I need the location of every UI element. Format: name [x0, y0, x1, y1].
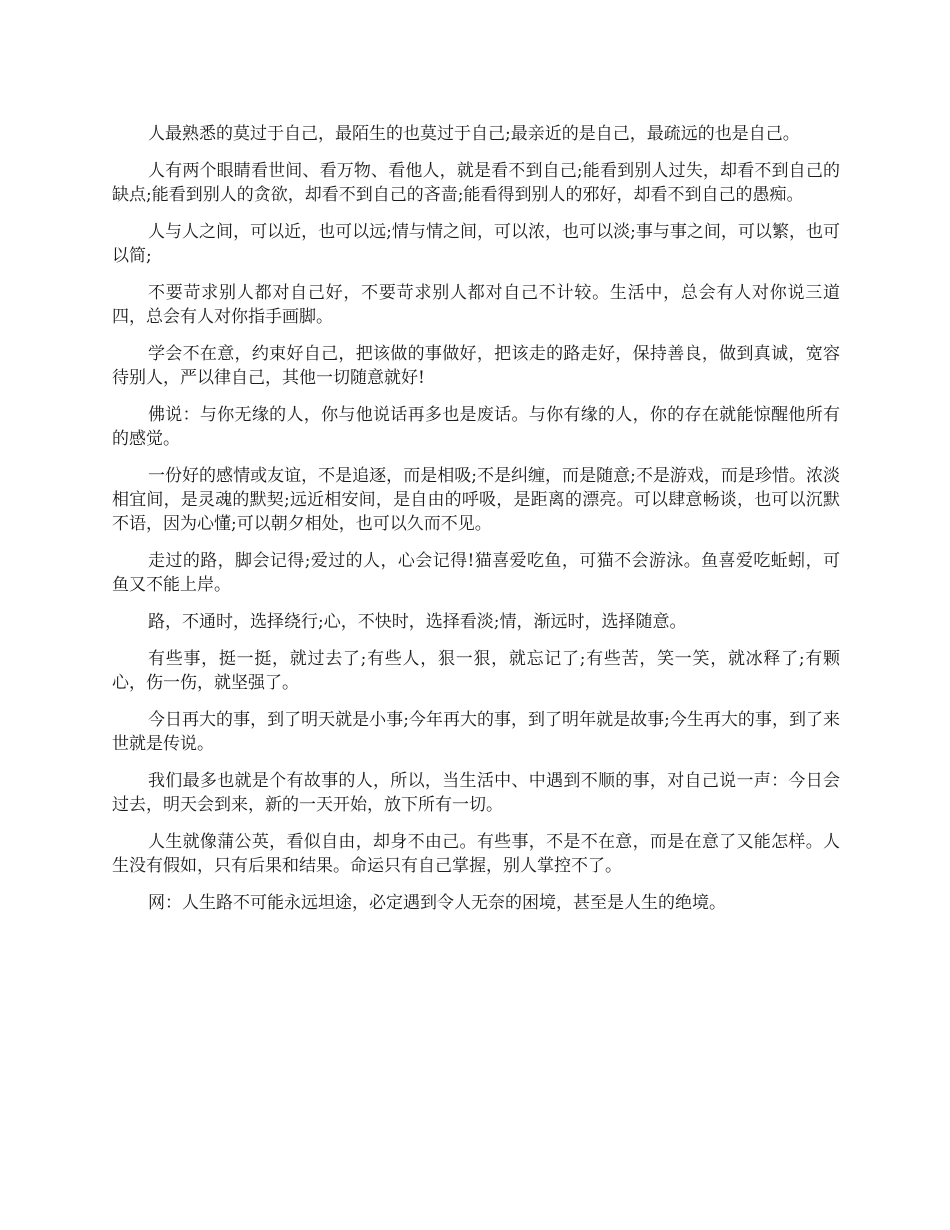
paragraph: 人最熟悉的莫过于自己，最陌生的也莫过于自己;最亲近的是自己，最疏远的也是自己。	[148, 124, 800, 144]
paragraph: 今日再大的事，到了明天就是小事;今年再大的事，到了明年就是故事;今生再大的事，到了来世就是传说。	[112, 710, 840, 754]
paragraph: 人生就像蒲公英，看似自由，却身不由己。有些事，不是不在意，而是在意了又能怎样。人生没有假如，只有后果和结果。命运只有自己掌握，别人掌控不了。	[112, 832, 840, 876]
document-body	[112, 122, 840, 928]
paragraph: 不要苛求别人都对自己好，不要苛求别人都对自己不计较。生活中，总会有人对你说三道四，总会有人对你指手画脚。	[112, 283, 840, 327]
paragraph: 佛说：与你无缘的人，你与他说话再多也是废话。与你有缘的人，你的存在就能惊醒他所有的感觉。	[112, 405, 840, 449]
paragraph: 路，不通时，选择绕行;心，不快时，选择看淡;情，渐远时，选择随意。	[148, 612, 687, 632]
paragraph: 有些事，挺一挺，就过去了;有些人，狠一狠，就忘记了;有些苦，笑一笑，就冰释了;有颗心，伤一伤，就坚强了。	[112, 649, 840, 693]
paragraph: 一份好的感情或友谊，不是追逐，而是相吸;不是纠缠，而是随意;不是游戏，而是珍惜。浓淡相宜间，是灵魂的默契;远近相安间，是自由的呼吸，是距离的漂亮。可以肆意畅谈，也可以沉默不语，因为心懂;可以朝夕相处，也可以久而不见。	[112, 466, 840, 534]
paragraph: 人有两个眼睛看世间、看万物、看他人，就是看不到自己;能看到别人过失，却看不到自己的缺点;能看到别人的贪欲，却看不到自己的吝啬;能看得到别人的邪好，却看不到自己的愚痴。	[112, 161, 840, 205]
paragraph: 学会不在意，约束好自己，把该做的事做好，把该走的路走好，保持善良，做到真诚，宽容待别人，严以律自己，其他一切随意就好!	[112, 344, 840, 388]
paragraph: 网：人生路不可能永远坦途，必定遇到令人无奈的困境，甚至是人生的绝境。	[148, 893, 726, 913]
paragraph: 走过的路，脚会记得;爱过的人，心会记得!猫喜爱吃鱼，可猫不会游泳。鱼喜爱吃蚯蚓，可鱼又不能上岸。	[112, 551, 840, 595]
paragraph: 我们最多也就是个有故事的人，所以，当生活中、中遇到不顺的事，对自己说一声：今日会过去，明天会到来，新的一天开始，放下所有一切。	[112, 771, 840, 815]
paragraph: 人与人之间，可以近，也可以远;情与情之间，可以浓，也可以淡;事与事之间，可以繁，也可以简;	[112, 222, 840, 266]
